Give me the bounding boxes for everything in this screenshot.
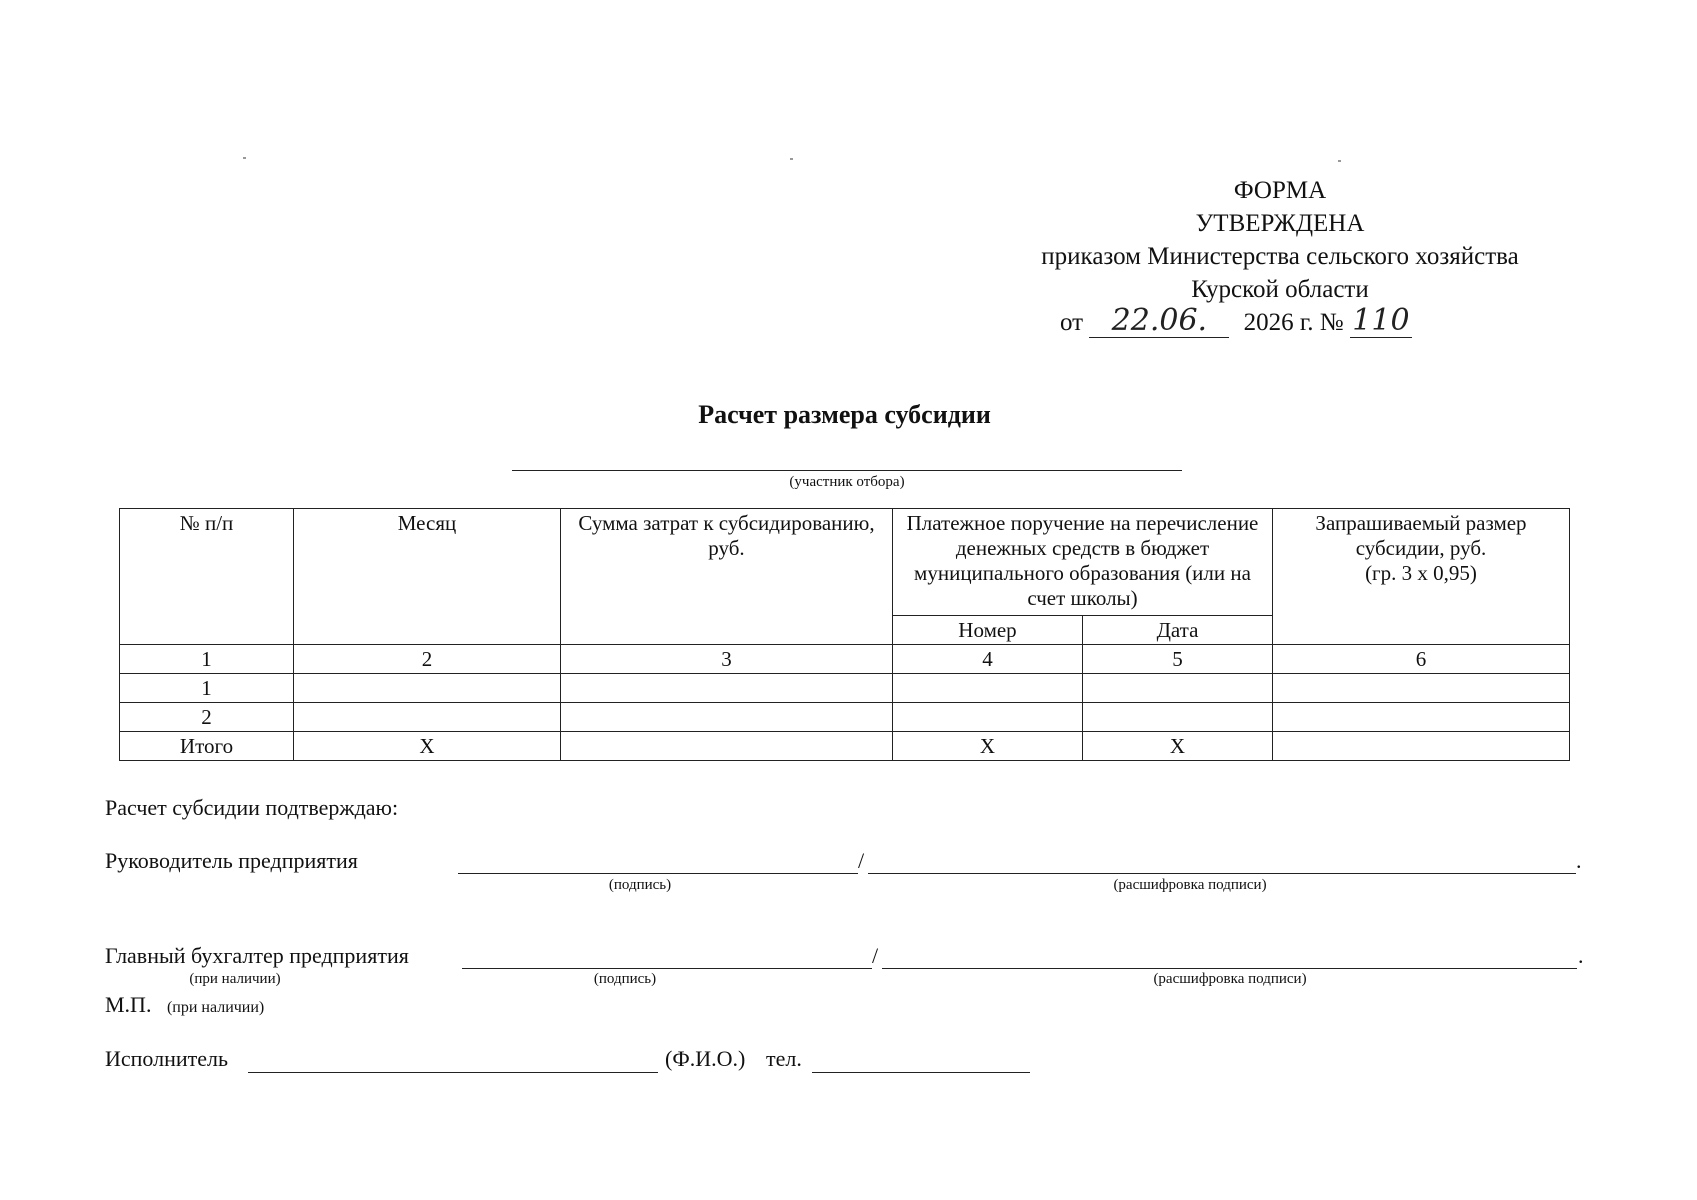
director-decode-caption: (расшифровка подписи) [1113,877,1267,893]
table-cell [1083,674,1273,703]
subsidy-table [119,508,1570,761]
accountant-label: Главный бухгалтер предприятия [105,943,409,968]
executor-name-line [248,1072,658,1073]
accountant-period: . [1578,943,1584,968]
table-cell [561,732,893,761]
table-cell: Х [1083,732,1273,761]
director-period: . [1576,848,1582,873]
director-signature-line [458,873,858,874]
table-cell [561,703,893,732]
header-requested-subsidy-text: Запрашиваемый размер субсидии, руб. [1315,511,1527,560]
year-number-label: 2026 г. № [1243,309,1344,336]
form-label: ФОРМА [1233,177,1327,204]
table-header-row [120,509,1570,616]
table-cell: 2 [294,645,561,674]
table-cell: Итого [120,732,294,761]
accountant-signature-caption: (подпись) [593,971,657,987]
director-label: Руководитель предприятия [105,848,358,873]
header-costs: Сумма затрат к субсидированию, руб. [561,509,893,645]
document-title: Расчет размера субсидии [698,400,991,429]
header-requested-subsidy-formula: (гр. 3 х 0,95) [1365,561,1477,585]
table-cell: 6 [1273,645,1570,674]
table-cell: 1 [120,645,294,674]
accountant-slash: / [872,943,879,968]
region-label: Курской области [1191,276,1369,303]
stamp-if-any: (при наличии) [166,999,265,1016]
table-cell [1273,732,1570,761]
table-cell [294,703,561,732]
table-cell: Х [294,732,561,761]
accountant-decode-line [882,968,1577,969]
table-cell: 3 [561,645,893,674]
executor-fio-label: (Ф.И.О.) [665,1046,746,1071]
table-cell [893,703,1083,732]
table-numbering-row [120,645,1570,674]
accountant-signature-line [462,968,872,969]
order-ministry-label: приказом Министерства сельского хозяйства [1041,243,1519,270]
stamp-label [105,992,264,1018]
table-cell: Х [893,732,1083,761]
table-total-row [120,732,1570,761]
table-cell: 4 [893,645,1083,674]
order-number-handwritten: 110 [1350,305,1412,338]
executor-tel-label: тел. [766,1046,802,1071]
table-cell [1083,703,1273,732]
scan-speck [790,158,793,160]
header-payment-order: Платежное поручение на перечисление денежных средств в бюджет муниципального образования (или на счет школы) [893,509,1273,616]
table-cell [561,674,893,703]
confirm-label: Расчет субсидии подтверждаю: [105,795,399,820]
table-cell [1273,703,1570,732]
executor-label: Исполнитель [105,1046,229,1071]
scan-speck [243,157,246,159]
table-cell [1273,674,1570,703]
approved-label: УТВЕРЖДЕНА [1195,210,1365,237]
table-cell: 1 [120,674,294,703]
header-number: № п/п [120,509,294,645]
executor-phone-line [812,1072,1030,1073]
participant-line [512,470,1182,471]
participant-caption: (участник отбора) [789,474,905,490]
director-slash: / [858,848,865,873]
header-month: Месяц [294,509,561,645]
table-cell: 2 [120,703,294,732]
table-row [120,703,1570,732]
scan-speck [1338,160,1341,162]
order-date-handwritten: 22.06. [1089,305,1229,338]
stamp-mp: М.П. [105,992,152,1017]
from-label: от [1060,309,1084,336]
header-requested-subsidy [1273,509,1570,645]
accountant-if-any-caption: (при наличии) [189,971,281,987]
director-decode-line [868,873,1576,874]
table-row [120,674,1570,703]
director-signature-caption: (подпись) [608,877,672,893]
accountant-decode-caption: (расшифровка подписи) [1153,971,1307,987]
header-payment-number: Номер [893,616,1083,645]
table-cell [893,674,1083,703]
order-date-line [1060,305,1520,339]
header-payment-date: Дата [1083,616,1273,645]
table-cell [294,674,561,703]
table-cell: 5 [1083,645,1273,674]
